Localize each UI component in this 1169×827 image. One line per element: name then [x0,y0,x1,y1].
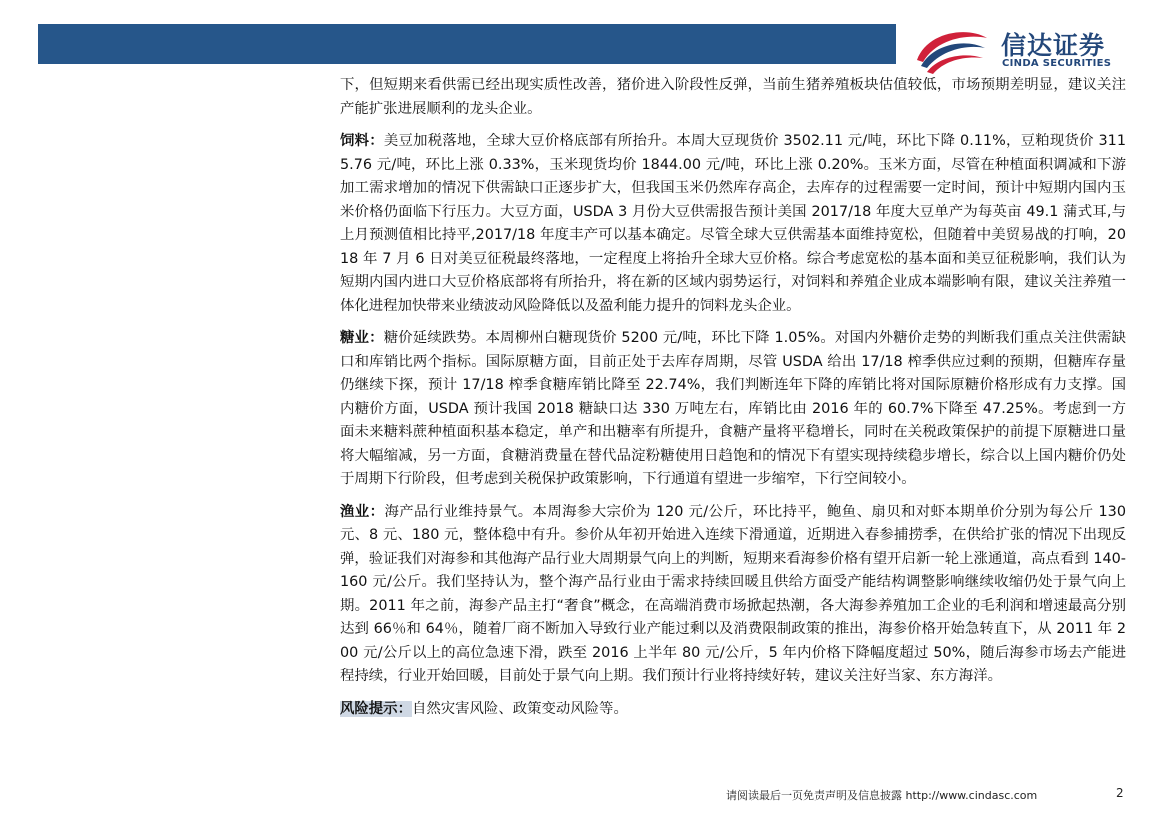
paragraph-fishery-label: 渔业： [340,503,385,520]
paragraph-sugar-label: 糖业： [340,330,384,346]
paragraph-sugar-text: 糖价延续跌势。本周柳州白糖现货价 5200 元/吨，环比下降 1.05%。对国内外糖价走势的判断我们重点关注供需缺口和库销比两个指标。国际原糖方面，目前正处于去库存周期，尽管 USDA 给出 17/18 榨季供应过剩的预期，但糖库存量仍继续下探，预计 17/18 榨季食糖库销比降至 22.74%，我们判断连年下降的库销比将对国际原糖价格形成有力支撑。国内糖价方面，USDA 预计我国 2018 糖缺口达 330 万吨左右，库销比由 2016 年的 60.7%下降至 47.25%。考虑到一方面未来糖料蔗种植面积基本稳定，单产和出糖率有所提升，食糖产量将平稳增长，同时在关税政策保护的前提下原糖进口量将大幅缩减，另一方面，食糖消费量在替代品淀粉糖使用日趋饱和的情况下有望实现持续稳步增长，综合以上国内糖价仍处于周期下行阶段，但考虑到关税保护政策影响，下行通道有望进一步缩窄，下行空间较小。 [340,330,1126,487]
page-number: 2 [1116,786,1124,800]
paragraph-hog-text: 下，但短期来看供需已经出现实质性改善，猪价进入阶段性反弹，当前生猪养殖板块估值较低，市场预期差明显，建议关注产能扩张进展顺利的龙头企业。 [340,77,1126,117]
paragraph-fishery-text: 海产品行业维持景气。本周海参大宗价为 120 元/公斤，环比持平，鲍鱼、扇贝和对虾本期单价分别为每公斤 130 元、8 元、180 元，整体稳中有升。参价从年初开始进入连续下滑通道，近期进入春参捕捞季，在供给扩张的情况下出现反弹，验证我们对海参和其他海产品行业大周期景气向上的判断，短期来看海参价格有望开启新一轮上涨通道，高点看到 140-160 元/公斤。我们坚持认为，整个海产品行业由于需求持续回暖且供给方面受产能结构调整影响继续收缩仍处于景气向上期。2011 年之前，海参产品主打“奢食”概念，在高端消费市场掀起热潮，各大海参养殖加工企业的毛利润和增速最高分别达到 66％和 64％，随着厂商不断加入导致行业产能过剩以及消费限制政策的推出，海参价格开始急转直下，从 2011 年 200 元/公斤以上的高位急速下滑，跌至 2016 上半年 80 元/公斤，5 年内价格下降幅度超过 50%，随后海参市场去产能进程持续，行业开始回暖，目前处于景气向上期。我们预计行业将持续好转，建议关注好当家、东方海洋。 [340,503,1126,684]
company-logo [905,20,1135,78]
paragraph-feed [340,130,1126,318]
risk-warning-label: 风险提示： [340,700,412,717]
paragraph-fishery [340,501,1126,689]
logo-name-en: CINDA SECURITIES [1002,58,1112,69]
risk-warning-text: 自然灾害风险、政策变动风险等。 [411,700,628,717]
footer-disclaimer: 请阅读最后一页免责声明及信息披露 http://www.cindasc.com [726,789,1038,802]
paragraph-feed-text: 美豆加税落地，全球大豆价格底部有所抬升。本周大豆现货价 3502.11 元/吨，环比下降 0.11%，豆粕现货价 3115.76 元/吨，环比上涨 0.33%，玉米现货均价 1844.00 元/吨，环比上涨 0.20%。玉米方面，尽管在种植面积调减和下游加工需求增加的情况下供需缺口正逐步扩大，但我国玉米仍然库存高企，去库存的过程需要一定时间，预计中短期内国内玉米价格仍面临下行压力。大豆方面，USDA 3 月份大豆供需报告预计美国 2017/18 年度大豆单产为每英亩 49.1 蒲式耳,与上月预测值相比持平,2017/18 年度丰产可以基本确定。尽管全球大豆供需基本面维持宽松，但随着中美贸易战的打响，2018 年 7 月 6 日对美豆征税最终落地，一定程度上将抬升全球大豆价格。综合考虑宽松的基本面和美豆征税影响，我们认为短期内国内进口大豆价格底部将有所抬升，将在新的区域内弱势运行，对饲料和养殖企业成本端影响有限，建议关注养殖一体化进程加快带来业绩波动风险降低以及盈利能力提升的饲料龙头企业。 [340,133,1126,314]
header-bar [38,24,896,64]
paragraph-hog [340,74,1126,121]
report-body [340,74,1126,730]
cinda-logo-icon [913,22,991,76]
logo-name-cn: 信达证券 [1001,31,1106,60]
paragraph-sugar [340,327,1126,492]
risk-warning [340,698,1126,722]
paragraph-feed-label: 饲料： [340,133,384,149]
